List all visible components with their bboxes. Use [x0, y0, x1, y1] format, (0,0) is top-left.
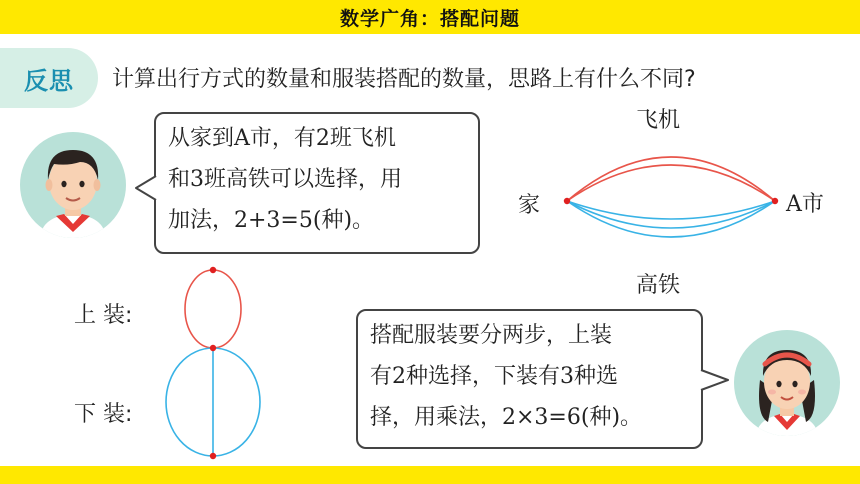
question-text: 计算出行方式的数量和服装搭配的数量，思路上有什么不同? [112, 67, 696, 92]
boy-bubble-line-3: 加法，2+3=5(种)。 [168, 208, 375, 233]
header-title: 数学广角：搭配问题 [339, 7, 520, 30]
tops-option-loop [185, 270, 241, 348]
home-node-dot [564, 198, 570, 204]
girl-bubble-tail [701, 370, 728, 390]
city-label: A市 [786, 192, 824, 217]
home-label: 家 [518, 193, 541, 218]
boy-bubble-tail [136, 176, 156, 200]
boy-bubble-line-2: 和3班高铁可以选择，用 [168, 167, 402, 192]
outfit-diagram [166, 267, 260, 459]
girl-bubble-line-2: 有2种选择，下装有3种选 [370, 364, 618, 389]
bottoms-label: 下 装: [74, 402, 133, 427]
city-node-dot [772, 198, 778, 204]
plane-route-arc [567, 165, 775, 201]
train-route-arc [567, 201, 775, 219]
outfit-top-dot [210, 267, 216, 273]
outfit-middle-dot [210, 345, 216, 351]
plane-label: 飞机 [636, 108, 681, 133]
outfit-bottom-dot [210, 453, 216, 459]
boy-bubble-line-1: 从家到A市，有2班飞机 [168, 126, 396, 151]
route-diagram [567, 157, 775, 237]
tops-label: 上 装: [74, 303, 133, 328]
train-label: 高铁 [636, 273, 681, 298]
train-route-arc [567, 201, 775, 228]
girl-bubble-line-1: 搭配服装要分两步，上装 [370, 323, 613, 348]
reflection-tag-label: 反思 [24, 66, 74, 95]
plane-route-arc [567, 157, 775, 201]
girl-bubble-line-3: 择，用乘法，2×3=6(种)。 [370, 405, 643, 430]
